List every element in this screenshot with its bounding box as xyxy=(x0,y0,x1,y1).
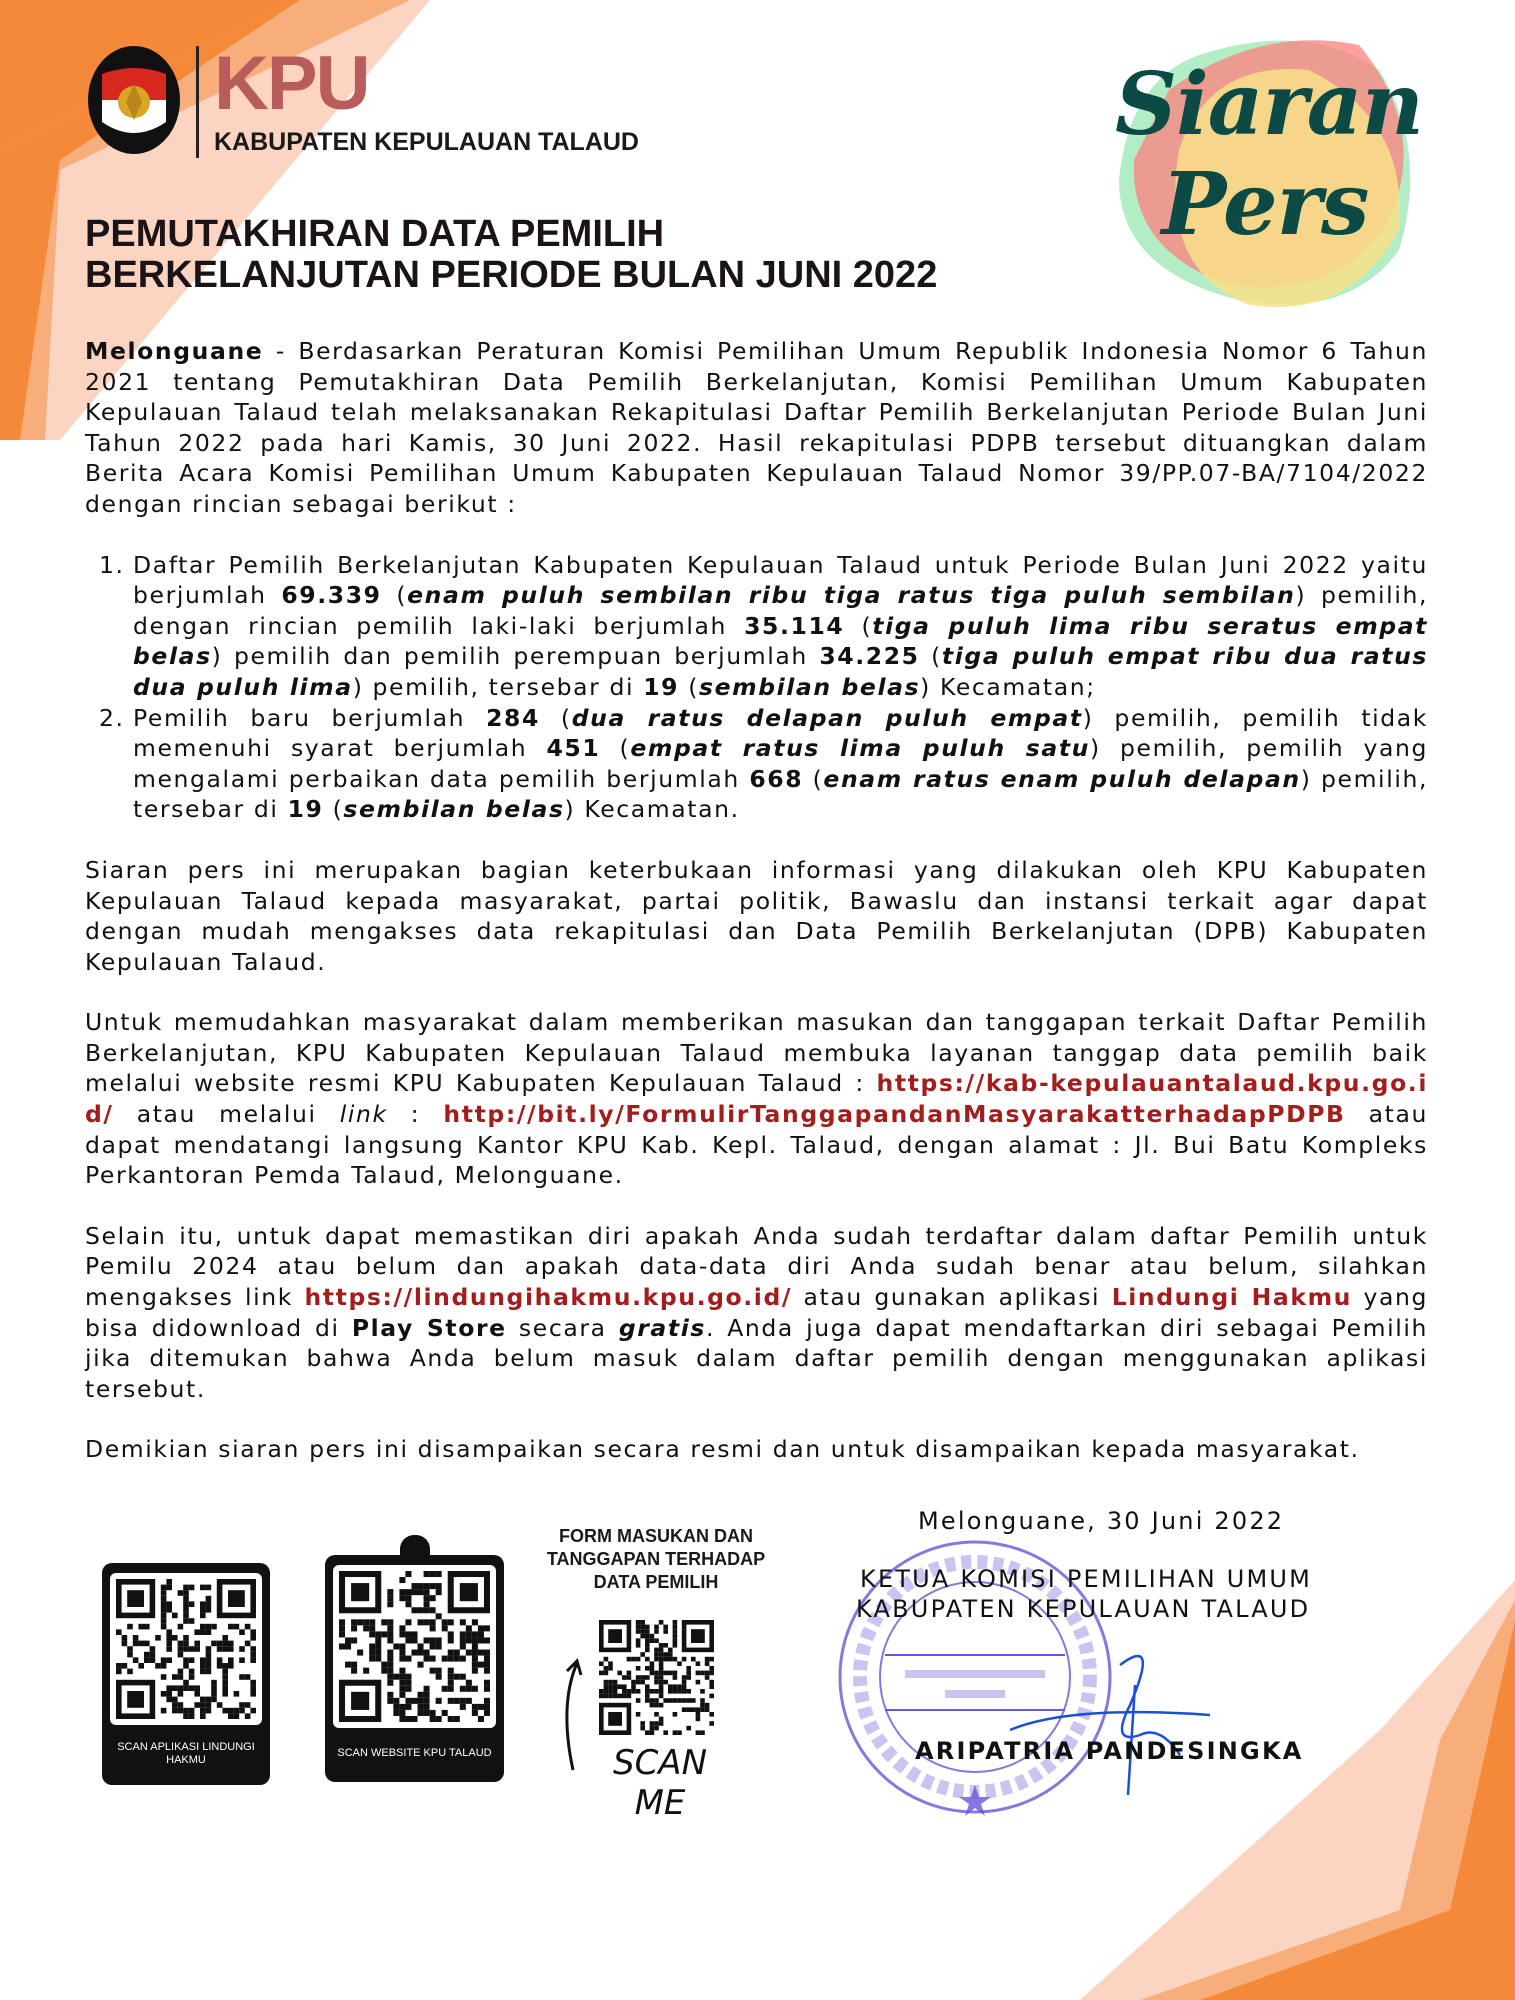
text-segment: 19 xyxy=(643,672,680,701)
list-item-text xyxy=(133,551,1428,701)
kpu-emblem-logo xyxy=(86,44,182,156)
text-segment: atau melalui xyxy=(113,1100,340,1129)
text-segment: ) pemilih, pemilih tidak memenuhi syarat berjumlah xyxy=(133,703,1428,763)
text-segment: dua ratus delapan puluh empat xyxy=(571,703,1083,732)
text-segment: ) pemilih, tersebar di xyxy=(352,672,644,701)
text-segment: ( xyxy=(679,672,699,701)
text-segment: enam puluh sembilan ribu tiga ratus tiga puluh sembilan xyxy=(407,581,1296,610)
signature xyxy=(1010,1645,1240,1795)
text-segment: ) pemilih dan pemilih perempuan berjumlah xyxy=(211,642,820,671)
footer xyxy=(0,1495,1515,1835)
text-segment: ( xyxy=(803,764,824,793)
text-segment: 284 xyxy=(486,703,540,732)
header-divider xyxy=(196,46,199,158)
text-segment: ) Kecamatan; xyxy=(920,672,1096,701)
qr2-caption: SCAN WEBSITE KPU TALAUD xyxy=(337,1747,492,1759)
page-title xyxy=(85,214,937,296)
text-segment: 668 xyxy=(749,764,804,793)
text-segment: : xyxy=(387,1100,444,1129)
text-segment: ( xyxy=(539,703,572,732)
title-line-1: PEMUTAKHIRAN DATA PEMILIH xyxy=(85,213,665,255)
position-line-1: KETUA KOMISI PEMILIHAN UMUM xyxy=(860,1565,1313,1593)
text-segment: Daftar Pemilih Berkelanjutan Kabupaten Kepulauan Talaud untuk Periode Bulan Juni 2022 yaitu berjumlah xyxy=(133,550,1428,610)
text-segment: ) pemilih, pemilih yang mengalami perbaikan data pemilih berjumlah xyxy=(133,734,1428,793)
text-segment: ( xyxy=(323,795,344,824)
kpu-logo-text: KPU xyxy=(214,41,369,126)
text-segment: Pemilih baru berjumlah xyxy=(133,703,487,732)
text-segment: . Anda juga dapat mendaftarkan diri sebagai Pemilih jika ditemukan bahwa Anda belum masuk dalam daftar pemilih dengan menggunakan aplikasi tersebut. xyxy=(85,1313,1428,1403)
text-segment: ( xyxy=(919,642,942,671)
qr3-scan-me: SCAN ME xyxy=(612,1743,707,1823)
closing-paragraph xyxy=(85,1434,1428,1465)
qr-code-lindungi-hakmu[interactable] xyxy=(110,1573,262,1725)
text-segment: Siaran pers ini merupakan bagian keterbukaan informasi yang dilakukan oleh KPU Kabupaten Kepulauan Talaud kepada masyarakat, partai politik, Bawaslu dan instansi terkait agar dapat dengan mudah mengakses data rekapitulasi dan Data Pemilih Berkelanjutan (DPB) Kabupaten Kepulauan Talaud. xyxy=(85,855,1428,976)
text-segment: Play Store xyxy=(351,1313,507,1342)
text-segment: Selain itu, untuk dapat memastikan diri apakah Anda sudah terdaftar dalam daftar Pemilih untuk Pemilu 2024 atau belum dan apakah data-data diri Anda sudah benar atau belum, silahkan mengakses link xyxy=(85,1221,1428,1312)
list-item xyxy=(85,550,1428,703)
text-segment: atau gunakan aplikasi xyxy=(792,1283,1112,1312)
qr-card-website xyxy=(325,1555,504,1782)
text-segment: ) pemilih, dengan rincian pemilih laki-laki berjumlah xyxy=(133,581,1429,640)
siaran-pers-badge xyxy=(1115,54,1424,255)
intro-paragraph xyxy=(85,336,1428,520)
text-segment: tiga puluh empat ribu dua ratus dua puluh lima xyxy=(133,642,1428,701)
text-segment: ( xyxy=(381,581,408,610)
list-number: 2. xyxy=(99,703,125,732)
arrow-icon xyxy=(555,1655,585,1775)
text-segment: 451 xyxy=(546,734,601,763)
qr1-caption: SCAN APLIKASI LINDUNGI HAKMU xyxy=(117,1741,255,1766)
badge-line-2: Pers xyxy=(1161,154,1369,255)
text-segment: Untuk memudahkan masyarakat dalam memberikan masukan dan tanggapan terkait Daftar Pemilih Berkelanjutan, KPU Kabupaten Kepulauan Talaud membuka layanan tanggap data pemilih baik melalui website resmi KPU Kabupaten Kepulauan Talaud : xyxy=(85,1008,1428,1098)
text-segment: ) pemilih, tersebar di xyxy=(133,764,1429,824)
list-item-text xyxy=(133,704,1428,824)
text-segment: ( xyxy=(844,611,873,640)
text-segment: ( xyxy=(600,734,631,763)
position-line-2: KABUPATEN KEPULAUAN TALAUD xyxy=(856,1595,1311,1623)
header-subtitle: KABUPATEN KEPULAUAN TALAUD xyxy=(214,128,639,156)
feedback-paragraph xyxy=(85,1007,1428,1191)
text-segment: gratis xyxy=(618,1313,706,1342)
qr-code-website[interactable] xyxy=(333,1565,496,1728)
text-segment: ) Kecamatan. xyxy=(564,795,740,824)
link[interactable]: https://kab-kepulauantalaud.kpu.go.id/ xyxy=(85,1069,1428,1129)
text-segment: tiga puluh lima ribu seratus empat belas xyxy=(133,611,1428,671)
text-segment: 34.225 xyxy=(819,642,920,671)
qr-code-form[interactable] xyxy=(593,1614,720,1741)
signer-name: ARIPATRIA PANDESINGKA xyxy=(915,1737,1304,1765)
text-segment: Demikian siaran pers ini disampaikan secara resmi dan untuk disampaikan kepada masyarakat. xyxy=(85,1435,1360,1464)
text-segment: empat ratus lima puluh satu xyxy=(630,734,1091,763)
text-segment: secara xyxy=(506,1313,619,1342)
text-segment: - Berdasarkan Peraturan Komisi Pemilihan Umum Republik Indonesia Nomor 6 Tahun 2021 tentang Pemutakhiran Data Pemilih Berkelanjutan, Komisi Pemilihan Umum Kabupaten Kepulauan Talaud telah melaksanakan Rekapitulasi Daftar Pemilih Berkelanjutan Periode Bulan Juni Tahun 2022 pada hari Kamis, 30 Juni 2022. Hasil rekapitulasi PDPB tersebut dituangkan dalam Berita Acara Komisi Pemilihan Umum Kabupaten Kepulauan Talaud Nomor 39/PP.07-BA/7104/2022 dengan rincian sebagai berikut : xyxy=(85,337,1428,518)
title-line-2: BERKELANJUTAN PERIODE BULAN JUNI 2022 xyxy=(85,254,938,296)
list-number: 1. xyxy=(99,550,125,579)
openness-paragraph xyxy=(85,855,1428,977)
place-date: Melonguane, 30 Juni 2022 xyxy=(918,1507,1285,1535)
check-registration-paragraph xyxy=(85,1221,1428,1405)
text-segment: Melonguane xyxy=(85,337,264,365)
details-list xyxy=(85,550,1428,825)
text-segment: link xyxy=(339,1100,388,1129)
press-release-body xyxy=(85,336,1428,1835)
text-segment: atau dapat mendatangi langsung Kantor KPU Kab. Kepl. Talaud, dengan alamat : Jl. Bui Batu Kompleks Perkantoran Pemda Talaud, Melonguane. xyxy=(85,1100,1428,1190)
link[interactable]: http://bit.ly/FormulirTanggapandanMasyarakatterhadapPDPB xyxy=(443,1100,1346,1129)
qr-card-lindungi-hakmu xyxy=(102,1563,270,1785)
link[interactable]: Lindungi Hakmu xyxy=(1111,1283,1352,1312)
text-segment: 69.339 xyxy=(281,581,382,610)
qr3-title: FORM MASUKAN DAN TANGGAPAN TERHADAP DATA PEMILIH xyxy=(546,1526,766,1592)
text-segment: sembilan belas xyxy=(698,672,921,701)
text-segment: enam ratus enam puluh delapan xyxy=(823,764,1301,793)
text-segment: yang bisa didownload di xyxy=(85,1283,1428,1342)
text-segment: 19 xyxy=(287,795,324,824)
text-segment: 35.114 xyxy=(744,611,845,640)
text-segment: sembilan belas xyxy=(343,795,565,824)
badge-line-1: Siaran xyxy=(1115,54,1424,155)
link[interactable]: https://lindungihakmu.kpu.go.id/ xyxy=(304,1283,793,1312)
list-item xyxy=(85,703,1428,825)
